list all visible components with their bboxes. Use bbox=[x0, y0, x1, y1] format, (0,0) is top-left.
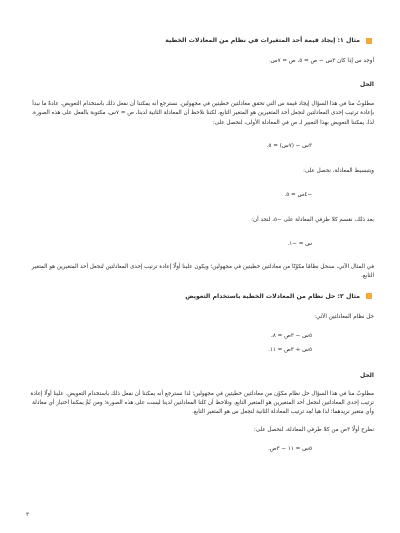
solution-paragraph: وبتبسيط المعادلة، نحصل على: bbox=[303, 168, 374, 175]
equation: ٥س + ٣ص = ١١. bbox=[268, 346, 312, 353]
solution-paragraph: بعد ذلك، نقسم كلا طرفي المعادلة على −٥، لنجد أن: bbox=[251, 217, 374, 224]
equation: −٤س = ٥. bbox=[284, 191, 312, 198]
example-1-question: أوجد س إذا كان ٣س − ص = ٥، ص = ٧س. bbox=[269, 58, 374, 64]
example-2-title: مثال ٢: حل نظام من المعادلات الخطية باستخدام التعويض bbox=[185, 292, 360, 300]
solution-label: الحل bbox=[360, 372, 374, 380]
solution-paragraph: نطرح أولًا ٣ص من كلا طرفي المعادلة، لنحصل على: bbox=[253, 426, 374, 433]
equation: ٣س − (٧س) = ٥. bbox=[266, 143, 312, 150]
example-1-title: مثال ١: إيجاد قيمة أحد المتغيرات في نظام من المعادلات الخطية bbox=[165, 37, 360, 44]
orange-bullet-icon bbox=[366, 38, 372, 44]
solution-paragraph: مطلوبٌ منا في هذا السؤال إيجاد قيمة س التي تحقق معادلتين خطيتين في مجهولين. نسترجع أنه يمكننا أن نفعل ذلك باستخدام التعويض. عادةً ما نبدأ بإعادة ترتيب إحدى المعادلتين لنجعل أحد المتغيرين هو المتغير التابع، لكننا نلاحظ أن المعادلة الثانية لدينا، ص = ٧س، مكتوبة بالفعل على هذه الصورة. لذا، يمكننا التعويض بهذا التعبير لـ ص في المعادلة الأولى، لنحصل على: bbox=[31, 100, 374, 126]
solution-paragraph: مطلوبٌ منا في هذا السؤال حل نظام مكوّن من معادلتين خطيتين في مجهولين؛ لذا نسترجع أنه يمكننا أن نفعل ذلك باستخدام التعويض. علينا أولًا إعادة ترتيب إحدى المعادلتين لنجعل أحد المتغيرين هو المتغير التابع. ونلاحظ أن كلتا المعادلتين لدينا ليست على هذه الصورة؛ ومن ثَمَّ يمكننا اختيار أي معادلة وأي متغير نريدهما؛ لذا هيا نُعِد ترتيب المعادلة الثانية لنجعل س هو المتغير التابع. bbox=[30, 390, 374, 416]
equation: ٥س − ٣ص = ٨، bbox=[271, 333, 312, 340]
equation: ٥س = ١١ − ٣ص. bbox=[268, 446, 312, 453]
orange-bullet-icon bbox=[366, 293, 372, 299]
page-number: ٣ bbox=[26, 511, 30, 518]
equation: س = −١. bbox=[287, 240, 312, 247]
solution-label: الحل bbox=[360, 81, 374, 89]
example-1-heading bbox=[26, 36, 372, 45]
example-2-question: حل نظام المعادلتين الآتي: bbox=[314, 313, 374, 320]
transition-paragraph: في المثال الآتي، سنحل نظامًا مكوّنًا من معادلتين خطيتين في مجهولين؛ ويكون علينا أولًا إعادة ترتيب إحدى المعادلتين لنجعل أحد المتغيرين هو المتغير التابع. bbox=[31, 264, 374, 280]
example-2-heading bbox=[26, 292, 372, 301]
